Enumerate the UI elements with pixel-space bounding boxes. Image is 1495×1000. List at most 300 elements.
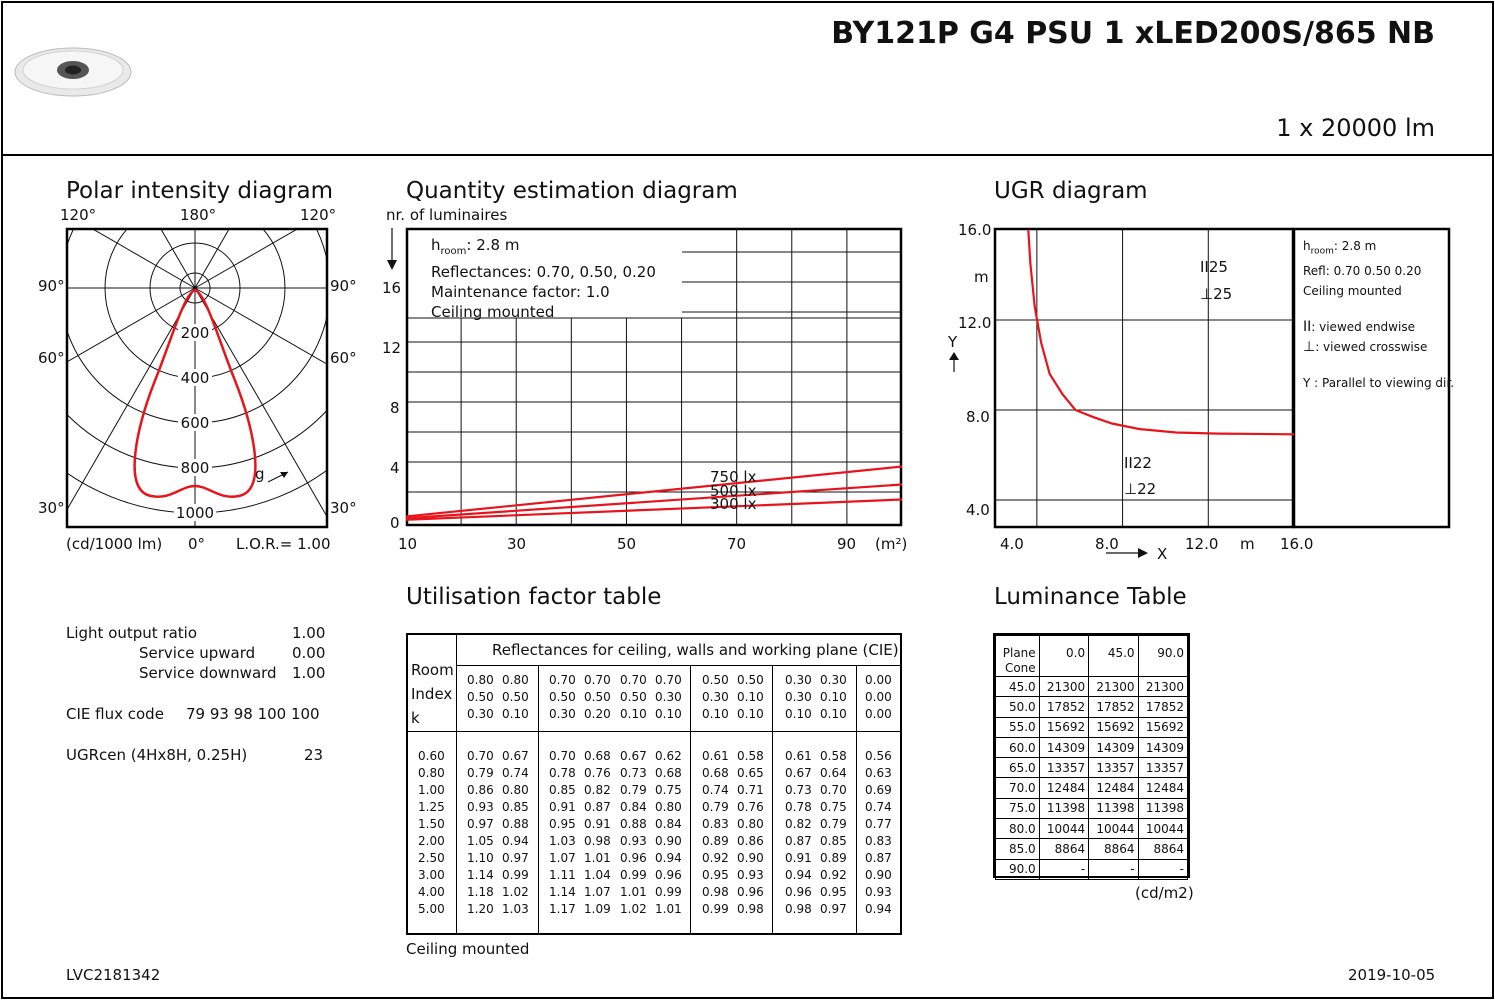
utilisation-value: 0.89 bbox=[702, 834, 729, 848]
ugr-title: UGR diagram bbox=[994, 178, 1148, 204]
polar-ring-label: 800 bbox=[180, 459, 210, 477]
reflectance-value: 0.30 bbox=[785, 673, 812, 687]
luminance-col-header: 45.0 bbox=[1089, 636, 1138, 677]
luminance-cell: 85.0 bbox=[996, 839, 1040, 859]
luminance-cell: 50.0 bbox=[996, 697, 1040, 717]
quantity-y-title: nr. of luminaires bbox=[386, 206, 508, 224]
utilisation-value: 0.99 bbox=[502, 868, 529, 882]
ugr-x-tick: 16.0 bbox=[1280, 535, 1314, 553]
utilisation-value: 0.75 bbox=[820, 800, 847, 814]
utilisation-value: 1.04 bbox=[584, 868, 611, 882]
luminance-cell: 11398 bbox=[1039, 798, 1088, 818]
luminance-cell: 11398 bbox=[1089, 798, 1138, 818]
utilisation-value: 0.97 bbox=[502, 851, 529, 865]
luminaire-thumbnail bbox=[14, 44, 134, 100]
polar-diagram bbox=[66, 228, 328, 528]
luminance-head-plane: Plane bbox=[1002, 646, 1036, 660]
utilisation-value: 0.90 bbox=[737, 851, 764, 865]
utilisation-value: 0.62 bbox=[655, 749, 682, 763]
room-index-value: 0.60 bbox=[418, 749, 445, 763]
polar-angle-90-right: 90° bbox=[330, 277, 357, 295]
utilisation-value: 0.95 bbox=[702, 868, 729, 882]
header-divider bbox=[1, 154, 1494, 156]
utilisation-value: 0.85 bbox=[502, 800, 529, 814]
utilisation-title: Utilisation factor table bbox=[406, 584, 662, 610]
luminance-cell: 8864 bbox=[1039, 839, 1088, 859]
endwise-icon: II bbox=[1124, 454, 1133, 472]
polar-ring-label: 200 bbox=[180, 324, 210, 342]
ugr-y-tick: 8.0 bbox=[966, 408, 990, 426]
lumen-output: 1 x 20000 lm bbox=[1276, 114, 1435, 142]
utilisation-value: 0.82 bbox=[785, 817, 812, 831]
line-label-750: 750 lx bbox=[710, 468, 757, 486]
room-index-label: Room bbox=[411, 661, 454, 679]
utilisation-value: 0.83 bbox=[702, 817, 729, 831]
utilisation-value: 1.02 bbox=[620, 902, 647, 916]
crosswise-icon: ⊥ bbox=[1200, 285, 1214, 303]
luminance-cell: 15692 bbox=[1089, 717, 1138, 737]
utilisation-value: 0.84 bbox=[655, 817, 682, 831]
utilisation-value: 0.90 bbox=[865, 868, 892, 882]
utilisation-value: 0.74 bbox=[502, 766, 529, 780]
luminance-row bbox=[996, 839, 1188, 859]
utilisation-value: 0.87 bbox=[785, 834, 812, 848]
polar-angle-30-right: 30° bbox=[330, 499, 357, 517]
utilisation-value: 0.78 bbox=[549, 766, 576, 780]
luminance-cell: 17852 bbox=[1138, 697, 1187, 717]
reflectance-value: 0.70 bbox=[549, 673, 576, 687]
luminance-col-header: 0.0 bbox=[1039, 636, 1088, 677]
luminance-row bbox=[996, 677, 1188, 697]
luminance-row bbox=[996, 697, 1188, 717]
utilisation-value: 0.89 bbox=[820, 851, 847, 865]
utilisation-value: 0.92 bbox=[702, 851, 729, 865]
ugr-x-arrow bbox=[1106, 547, 1152, 559]
room-index-value: 1.50 bbox=[418, 817, 445, 831]
utilisation-value: 0.58 bbox=[820, 749, 847, 763]
utilisation-value: 1.01 bbox=[620, 885, 647, 899]
utilisation-value: 0.88 bbox=[502, 817, 529, 831]
luminance-cell: 11398 bbox=[1138, 798, 1187, 818]
utilisation-value: 0.98 bbox=[737, 902, 764, 916]
utilisation-value: 0.98 bbox=[785, 902, 812, 916]
quantity-y-tick: 12 bbox=[382, 339, 402, 357]
utilisation-value: 0.99 bbox=[655, 885, 682, 899]
utilisation-value: 0.95 bbox=[549, 817, 576, 831]
polar-lor-label: L.O.R.= 1.00 bbox=[236, 535, 331, 553]
luminance-unit: (cd/m2) bbox=[1135, 884, 1194, 902]
luminance-col-header: 90.0 bbox=[1138, 636, 1187, 677]
utilisation-value: 0.95 bbox=[820, 885, 847, 899]
ugr-x-tick: 4.0 bbox=[1000, 535, 1024, 553]
luminance-row bbox=[996, 778, 1188, 798]
reflectance-value: 0.30 bbox=[549, 707, 576, 721]
stat-lor-value: 1.00 bbox=[292, 624, 326, 642]
utilisation-value: 0.77 bbox=[865, 817, 892, 831]
stat-down-value: 1.00 bbox=[292, 664, 326, 682]
quantity-x-unit: (m²) bbox=[875, 535, 908, 553]
luminance-cell: 60.0 bbox=[996, 737, 1040, 757]
ugr-x-tick: 12.0 bbox=[1185, 535, 1219, 553]
utilisation-value: 0.86 bbox=[737, 834, 764, 848]
luminance-row bbox=[996, 798, 1188, 818]
utilisation-header: Reflectances for ceiling, walls and working plane (CIE) bbox=[492, 641, 899, 659]
quantity-y-tick: 8 bbox=[390, 399, 400, 417]
reflectance-value: 0.70 bbox=[655, 673, 682, 687]
room-index-label: k bbox=[411, 709, 420, 727]
reflectance-value: 0.10 bbox=[620, 707, 647, 721]
utilisation-value: 0.79 bbox=[820, 817, 847, 831]
utilisation-value: 0.68 bbox=[584, 749, 611, 763]
stat-ugr-label: UGRcen (4Hx8H, 0.25H) bbox=[66, 746, 248, 764]
luminance-cell: 75.0 bbox=[996, 798, 1040, 818]
quantity-x-tick: 10 bbox=[398, 535, 418, 553]
room-index-value: 1.25 bbox=[418, 800, 445, 814]
utilisation-value: 0.61 bbox=[702, 749, 729, 763]
utilisation-value: 0.76 bbox=[584, 766, 611, 780]
utilisation-value: 0.80 bbox=[502, 783, 529, 797]
utilisation-footer: Ceiling mounted bbox=[406, 940, 530, 958]
quantity-down-arrow bbox=[386, 228, 398, 272]
ugr-x-tick: 8.0 bbox=[1095, 535, 1119, 553]
utilisation-value: 0.94 bbox=[502, 834, 529, 848]
ugr-curve bbox=[1028, 230, 1294, 434]
utilisation-value: 1.14 bbox=[549, 885, 576, 899]
quantity-x-tick: 70 bbox=[727, 535, 747, 553]
utilisation-value: 0.58 bbox=[737, 749, 764, 763]
luminance-cell: 10044 bbox=[1138, 819, 1187, 839]
ugr-legend-refl: Refl: 0.70 0.50 0.20 bbox=[1303, 264, 1422, 279]
luminance-cell: 90.0 bbox=[996, 859, 1040, 879]
utilisation-value: 1.03 bbox=[549, 834, 576, 848]
stat-lor-label: Light output ratio bbox=[66, 624, 198, 642]
polar-angle-top-left: 120° bbox=[60, 206, 97, 224]
reflectance-value: 0.00 bbox=[865, 690, 892, 704]
reflectance-value: 0.00 bbox=[865, 707, 892, 721]
ugr-y-axis-label: Y bbox=[948, 333, 958, 351]
ugr-top-endwise: II25 bbox=[1200, 258, 1228, 276]
utilisation-value: 0.98 bbox=[702, 885, 729, 899]
ugr-x-axis-label: X bbox=[1157, 545, 1168, 563]
utilisation-value: 0.80 bbox=[737, 817, 764, 831]
utilisation-table bbox=[406, 633, 902, 935]
utilisation-value: 0.82 bbox=[584, 783, 611, 797]
utilisation-value: 0.78 bbox=[785, 800, 812, 814]
reflectance-value: 0.50 bbox=[467, 690, 494, 704]
luminance-cell: 14309 bbox=[1039, 737, 1088, 757]
polar-unit-label: (cd/1000 lm) bbox=[66, 535, 163, 553]
line-label-300: 300 lx bbox=[710, 495, 757, 513]
luminance-cell: 13357 bbox=[1039, 758, 1088, 778]
utilisation-value: 0.74 bbox=[865, 800, 892, 814]
luminance-cell: 13357 bbox=[1089, 758, 1138, 778]
luminance-cell: 8864 bbox=[1138, 839, 1187, 859]
polar-angle-30-left: 30° bbox=[38, 499, 65, 517]
utilisation-value: 1.10 bbox=[467, 851, 494, 865]
utilisation-value: 0.85 bbox=[549, 783, 576, 797]
polar-angle-60-right: 60° bbox=[330, 349, 357, 367]
ugr-y-tick: 4.0 bbox=[966, 501, 990, 519]
luminance-cell: - bbox=[1089, 859, 1138, 879]
luminance-cell: 17852 bbox=[1089, 697, 1138, 717]
utilisation-value: 0.87 bbox=[865, 851, 892, 865]
utilisation-value: 0.63 bbox=[865, 766, 892, 780]
utilisation-value: 1.07 bbox=[549, 851, 576, 865]
endwise-icon: II bbox=[1303, 319, 1312, 336]
reflectance-value: 0.30 bbox=[820, 673, 847, 687]
quantity-info-reflectances: Reflectances: 0.70, 0.50, 0.20 bbox=[431, 263, 656, 281]
utilisation-value: 0.56 bbox=[865, 749, 892, 763]
reflectance-value: 0.30 bbox=[785, 690, 812, 704]
reflectance-value: 0.50 bbox=[584, 690, 611, 704]
luminance-cell: 12484 bbox=[1138, 778, 1187, 798]
utilisation-value: 0.91 bbox=[549, 800, 576, 814]
quantity-x-tick: 50 bbox=[617, 535, 637, 553]
utilisation-value: 0.87 bbox=[584, 800, 611, 814]
ugr-legend-h: $h_{room}$: 2.8 m bbox=[1303, 239, 1377, 257]
utilisation-value: 0.83 bbox=[865, 834, 892, 848]
polar-bottom-angle: 0° bbox=[188, 535, 206, 553]
reflectance-value: 0.20 bbox=[584, 707, 611, 721]
utilisation-value: 0.64 bbox=[820, 766, 847, 780]
luminance-cell: 8864 bbox=[1089, 839, 1138, 859]
luminance-cell: 12484 bbox=[1039, 778, 1088, 798]
utilisation-value: 1.17 bbox=[549, 902, 576, 916]
luminance-cell: 15692 bbox=[1039, 717, 1088, 737]
utilisation-value: 0.86 bbox=[467, 783, 494, 797]
luminance-cell: 13357 bbox=[1138, 758, 1187, 778]
luminance-cell: - bbox=[1138, 859, 1187, 879]
luminance-cell: 65.0 bbox=[996, 758, 1040, 778]
utilisation-value: 1.18 bbox=[467, 885, 494, 899]
utilisation-value: 0.98 bbox=[584, 834, 611, 848]
luminance-row bbox=[996, 819, 1188, 839]
ugr-top-crosswise: ⊥25 bbox=[1200, 285, 1233, 303]
utilisation-value: 1.20 bbox=[467, 902, 494, 916]
luminance-cell: 80.0 bbox=[996, 819, 1040, 839]
utilisation-value: 0.67 bbox=[502, 749, 529, 763]
luminance-cell: 21300 bbox=[1138, 677, 1187, 697]
quantity-y-tick: 0 bbox=[390, 514, 400, 532]
ugr-y-arrow bbox=[948, 352, 960, 372]
stat-cie-label: CIE flux code bbox=[66, 705, 164, 723]
ugr-legend bbox=[1303, 236, 1454, 393]
ugr-y-tick: 16.0 bbox=[958, 221, 992, 239]
luminance-table bbox=[993, 633, 1190, 878]
doc-id: LVC2181342 bbox=[66, 966, 161, 984]
utilisation-value: 0.97 bbox=[467, 817, 494, 831]
utilisation-value: 0.94 bbox=[785, 868, 812, 882]
quantity-title: Quantity estimation diagram bbox=[406, 178, 738, 204]
polar-ring-label: 1000 bbox=[175, 504, 215, 522]
room-index-value: 1.00 bbox=[418, 783, 445, 797]
utilisation-value: 0.94 bbox=[655, 851, 682, 865]
utilisation-value: 0.67 bbox=[620, 749, 647, 763]
utilisation-value: 0.93 bbox=[737, 868, 764, 882]
gamma-label: g bbox=[255, 465, 265, 483]
quantity-info-mounting: Ceiling mounted bbox=[431, 303, 555, 321]
utilisation-value: 0.73 bbox=[785, 783, 812, 797]
quantity-info-box bbox=[431, 235, 656, 322]
crosswise-icon: ⊥ bbox=[1124, 480, 1138, 498]
luminance-cell: 12484 bbox=[1089, 778, 1138, 798]
polar-ring-label: 600 bbox=[180, 414, 210, 432]
reflectance-value: 0.30 bbox=[467, 707, 494, 721]
utilisation-value: 0.71 bbox=[737, 783, 764, 797]
utilisation-value: 0.69 bbox=[865, 783, 892, 797]
luminance-cell: 17852 bbox=[1039, 697, 1088, 717]
reflectance-value: 0.80 bbox=[502, 673, 529, 687]
quantity-y-tick: 4 bbox=[390, 459, 400, 477]
room-index-value: 3.00 bbox=[418, 868, 445, 882]
polar-ring-label: 400 bbox=[180, 369, 210, 387]
reflectance-value: 0.10 bbox=[785, 707, 812, 721]
utilisation-value: 0.91 bbox=[785, 851, 812, 865]
reflectance-value: 0.30 bbox=[655, 690, 682, 704]
reflectance-value: 0.30 bbox=[702, 690, 729, 704]
reflectance-value: 0.10 bbox=[820, 707, 847, 721]
luminance-title: Luminance Table bbox=[994, 584, 1187, 610]
utilisation-value: 0.96 bbox=[737, 885, 764, 899]
ugr-y-tick: 12.0 bbox=[958, 314, 992, 332]
stat-ugr-value: 23 bbox=[304, 746, 324, 764]
luminance-cell: 21300 bbox=[1089, 677, 1138, 697]
utilisation-value: 0.68 bbox=[655, 766, 682, 780]
reflectance-value: 0.10 bbox=[737, 707, 764, 721]
quantity-x-tick: 90 bbox=[837, 535, 857, 553]
reflectance-value: 0.50 bbox=[549, 690, 576, 704]
utilisation-value: 1.01 bbox=[584, 851, 611, 865]
ugr-x-unit: m bbox=[1240, 535, 1255, 553]
room-index-label: Index bbox=[411, 685, 453, 703]
utilisation-value: 0.93 bbox=[620, 834, 647, 848]
doc-date: 2019-10-05 bbox=[1348, 966, 1436, 984]
stat-cie-value: 79 93 98 100 100 bbox=[186, 705, 320, 723]
polar-angle-60-left: 60° bbox=[38, 349, 65, 367]
utilisation-value: 0.93 bbox=[865, 885, 892, 899]
reflectance-value: 0.10 bbox=[502, 707, 529, 721]
utilisation-value: 0.85 bbox=[820, 834, 847, 848]
utilisation-value: 0.99 bbox=[620, 868, 647, 882]
ugr-bottom-crosswise: ⊥22 bbox=[1124, 480, 1157, 498]
ugr-bottom-endwise: II22 bbox=[1124, 454, 1152, 472]
utilisation-value: 0.96 bbox=[620, 851, 647, 865]
utilisation-value: 0.88 bbox=[620, 817, 647, 831]
luminance-cell: 10044 bbox=[1039, 819, 1088, 839]
utilisation-value: 0.92 bbox=[820, 868, 847, 882]
utilisation-value: 1.01 bbox=[655, 902, 682, 916]
utilisation-value: 0.99 bbox=[702, 902, 729, 916]
utilisation-value: 0.96 bbox=[785, 885, 812, 899]
reflectance-value: 0.10 bbox=[655, 707, 682, 721]
luminance-head-cone: Cone bbox=[1004, 661, 1036, 675]
luminance-cell: 45.0 bbox=[996, 677, 1040, 697]
ugr-legend-mounting: Ceiling mounted bbox=[1303, 284, 1402, 299]
stat-up-value: 0.00 bbox=[292, 644, 326, 662]
quantity-y-tick: 16 bbox=[382, 279, 402, 297]
luminance-row bbox=[996, 859, 1188, 879]
polar-angle-top-center: 180° bbox=[180, 206, 217, 224]
utilisation-value: 0.70 bbox=[467, 749, 494, 763]
endwise-icon: II bbox=[1200, 258, 1209, 276]
room-index-value: 4.00 bbox=[418, 885, 445, 899]
reflectance-value: 0.50 bbox=[620, 690, 647, 704]
luminance-cell: 10044 bbox=[1089, 819, 1138, 839]
utilisation-value: 0.94 bbox=[865, 902, 892, 916]
utilisation-value: 1.02 bbox=[502, 885, 529, 899]
quantity-info-h: $h_{room}$: 2.8 m bbox=[431, 236, 520, 257]
reflectance-value: 0.50 bbox=[737, 673, 764, 687]
utilisation-value: 0.84 bbox=[620, 800, 647, 814]
luminance-cell: 15692 bbox=[1138, 717, 1187, 737]
utilisation-value: 1.05 bbox=[467, 834, 494, 848]
luminance-cell: 21300 bbox=[1039, 677, 1088, 697]
polar-angle-90-left: 90° bbox=[38, 277, 65, 295]
reflectance-value: 0.50 bbox=[502, 690, 529, 704]
ugr-legend-parallel: Y : Parallel to viewing dir. bbox=[1303, 376, 1455, 391]
reflectance-value: 0.10 bbox=[820, 690, 847, 704]
utilisation-value: 1.07 bbox=[584, 885, 611, 899]
product-title: BY121P G4 PSU 1 xLED200S/865 NB bbox=[831, 16, 1435, 51]
room-index-value: 5.00 bbox=[418, 902, 445, 916]
utilisation-value: 0.93 bbox=[467, 800, 494, 814]
quantity-info-maintenance: Maintenance factor: 1.0 bbox=[431, 283, 610, 301]
reflectance-value: 0.10 bbox=[702, 707, 729, 721]
utilisation-value: 1.03 bbox=[502, 902, 529, 916]
utilisation-value: 0.79 bbox=[702, 800, 729, 814]
utilisation-value: 0.97 bbox=[820, 902, 847, 916]
utilisation-value: 0.76 bbox=[737, 800, 764, 814]
luminance-cell: 14309 bbox=[1138, 737, 1187, 757]
luminance-cell: 70.0 bbox=[996, 778, 1040, 798]
polar-angle-top-right: 120° bbox=[300, 206, 337, 224]
utilisation-value: 0.61 bbox=[785, 749, 812, 763]
utilisation-value: 0.68 bbox=[702, 766, 729, 780]
utilisation-value: 0.70 bbox=[820, 783, 847, 797]
luminance-row bbox=[996, 758, 1188, 778]
ugr-legend-crosswise: ⊥: viewed crosswise bbox=[1303, 339, 1428, 356]
utilisation-value: 1.09 bbox=[584, 902, 611, 916]
luminance-row bbox=[996, 717, 1188, 737]
quantity-line-1 bbox=[406, 485, 902, 519]
utilisation-value: 0.75 bbox=[655, 783, 682, 797]
reflectance-value: 0.10 bbox=[737, 690, 764, 704]
polar-title: Polar intensity diagram bbox=[66, 178, 334, 204]
luminance-cell: 55.0 bbox=[996, 717, 1040, 737]
utilisation-value: 0.70 bbox=[549, 749, 576, 763]
utilisation-value: 0.91 bbox=[584, 817, 611, 831]
ugr-y-unit: m bbox=[974, 268, 989, 286]
utilisation-value: 0.90 bbox=[655, 834, 682, 848]
room-index-value: 2.50 bbox=[418, 851, 445, 865]
ugr-legend-endwise: II: viewed endwise bbox=[1303, 319, 1415, 336]
line-label-500: 500 lx bbox=[710, 482, 757, 500]
utilisation-value: 0.67 bbox=[785, 766, 812, 780]
utilisation-value: 0.80 bbox=[655, 800, 682, 814]
luminance-row bbox=[996, 737, 1188, 757]
reflectance-value: 0.00 bbox=[865, 673, 892, 687]
utilisation-value: 1.11 bbox=[549, 868, 576, 882]
stat-down-label: Service downward bbox=[139, 664, 277, 682]
reflectance-value: 0.80 bbox=[467, 673, 494, 687]
utilisation-value: 0.79 bbox=[620, 783, 647, 797]
quantity-x-tick: 30 bbox=[507, 535, 527, 553]
reflectance-value: 0.70 bbox=[620, 673, 647, 687]
utilisation-value: 0.73 bbox=[620, 766, 647, 780]
utilisation-value: 1.14 bbox=[467, 868, 494, 882]
reflectance-value: 0.70 bbox=[584, 673, 611, 687]
crosswise-icon: ⊥ bbox=[1303, 339, 1316, 356]
